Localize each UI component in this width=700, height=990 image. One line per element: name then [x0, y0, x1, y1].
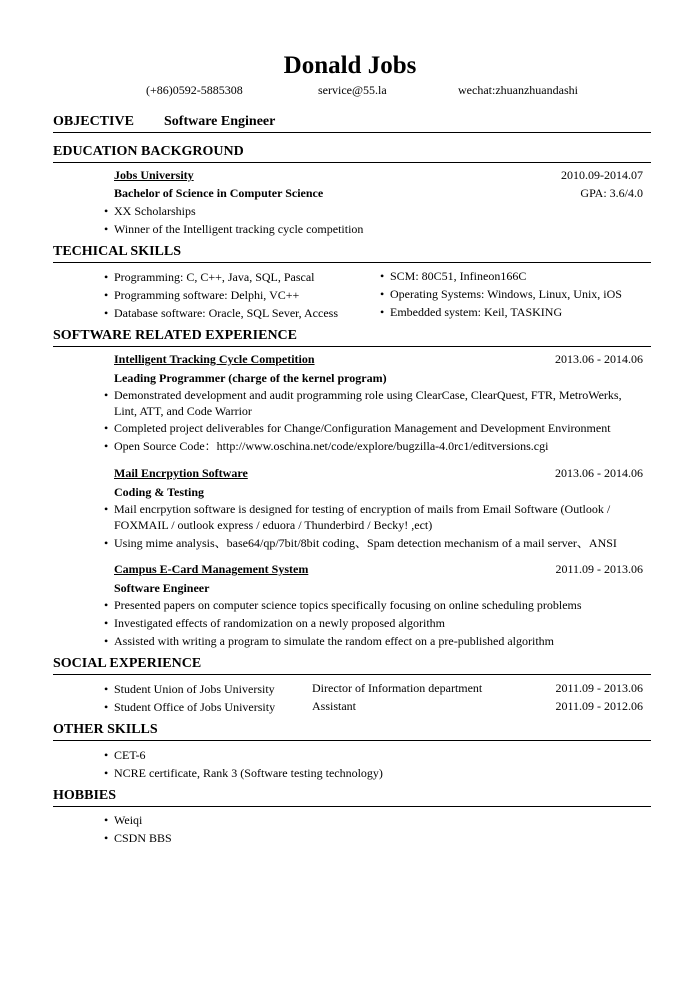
project-name: Intelligent Tracking Cycle Competition: [114, 352, 315, 366]
social-row: • Student Union of Jobs University: [104, 682, 275, 696]
social-row: • Student Office of Jobs University: [104, 700, 276, 714]
list-item: • Completed project deliverables for Change/Configuration Management and Development Environment: [104, 421, 611, 435]
list-item: • Investigated effects of randomization on a newly proposed algorithm: [104, 616, 446, 630]
section-social: [53, 656, 651, 675]
project-role: Coding & Testing: [114, 485, 205, 499]
email-address: service@55.la: [318, 83, 387, 97]
list-item: • Embedded system: Keil, TASKING: [380, 305, 563, 319]
bullet-icon: •: [104, 306, 109, 320]
list-item: • NCRE certificate, Rank 3 (Software testing technology): [104, 766, 383, 780]
project-dates: 2013.06 - 2014.06: [555, 466, 643, 480]
bullet-icon: •: [104, 682, 109, 696]
list-item: • Programming software: Delphi, VC++: [104, 288, 300, 302]
bullet-icon: •: [104, 536, 109, 550]
social-dates: 2011.09 - 2013.06: [555, 681, 643, 695]
wechat-id: wechat:zhuanzhuandashi: [458, 83, 578, 97]
gpa: GPA: 3.6/4.0: [580, 186, 643, 200]
social-role: Director of Information department: [312, 681, 483, 695]
objective-value: Software Engineer: [164, 114, 276, 129]
bullet-icon: •: [104, 748, 109, 762]
project-role: Leading Programmer (charge of the kernel program): [114, 371, 387, 385]
section-skills: [53, 244, 651, 263]
list-item: • CSDN BBS: [104, 831, 172, 845]
bullet-icon: •: [104, 421, 109, 435]
bullet-icon: •: [104, 700, 109, 714]
list-item: • XX Scholarships: [104, 204, 196, 218]
list-item: • Database software: Oracle, SQL Sever, Access: [104, 306, 338, 320]
bullet-icon: •: [104, 439, 109, 453]
degree: Bachelor of Science in Computer Science: [114, 186, 324, 200]
bullet-icon: •: [104, 204, 109, 218]
section-title: TECHICAL SKILLS: [53, 244, 181, 259]
social-role: Assistant: [312, 699, 357, 713]
project-dates: 2013.06 - 2014.06: [555, 352, 643, 366]
bullet-icon: •: [104, 766, 109, 780]
list-item: • Demonstrated development and audit programming role using ClearCase, ClearQuest, FTR, MetroWerks,: [104, 388, 622, 402]
list-item: • Assisted with writing a program to simulate the random effect on a pre-published algorithm: [104, 634, 555, 648]
section-hobbies: [53, 788, 651, 807]
bullet-icon: •: [104, 388, 109, 402]
section-title: EDUCATION BACKGROUND: [53, 144, 244, 159]
bullet-icon: •: [104, 288, 109, 302]
list-item: • Weiqi: [104, 813, 143, 827]
project-name: Mail Encrpytion Software: [114, 466, 248, 480]
project-role: Software Engineer: [114, 581, 210, 595]
list-item: • Programming: C, C++, Java, SQL, Pascal: [104, 270, 315, 284]
list-item-continuation: FOXMAIL / outlook express / eduora / Thunderbird / Becky! ,ect): [114, 518, 433, 532]
resume-name: Donald Jobs: [283, 52, 417, 79]
list-item: • Mail encrpytion software is designed for testing of encryption of mails from Email Software (Outlook /: [104, 502, 611, 516]
list-item: • Winner of the Intelligent tracking cycle competition: [104, 222, 364, 236]
bullet-icon: •: [380, 269, 385, 283]
section-title: SOFTWARE RELATED EXPERIENCE: [53, 328, 298, 343]
section-experience: [53, 328, 651, 347]
section-title: OTHER SKILLS: [53, 722, 158, 737]
objective-row: [53, 114, 651, 133]
education-dates: 2010.09-2014.07: [561, 168, 643, 182]
objective-label: OBJECTIVE: [53, 114, 134, 129]
bullet-icon: •: [104, 222, 109, 236]
list-item: • Open Source Code：http://www.oschina.net/code/explore/bugzilla-4.0rc1/editversions.cgi: [104, 439, 549, 453]
phone-number: (+86)0592-5885308: [146, 83, 243, 97]
project-dates: 2011.09 - 2013.06: [555, 562, 643, 576]
bullet-icon: •: [104, 502, 109, 516]
section-title: HOBBIES: [53, 788, 117, 803]
section-education: [53, 144, 651, 163]
school-name: Jobs University: [114, 168, 194, 182]
bullet-icon: •: [380, 287, 385, 301]
bullet-icon: •: [104, 634, 109, 648]
bullet-icon: •: [104, 598, 109, 612]
bullet-icon: •: [104, 270, 109, 284]
list-item-continuation: Lint, ATT, and Code Warrior: [114, 404, 252, 418]
bullet-icon: •: [104, 616, 109, 630]
section-other-skills: [53, 722, 651, 741]
list-item: • CET-6: [104, 748, 146, 762]
section-title: SOCIAL EXPERIENCE: [53, 656, 202, 671]
bullet-icon: •: [104, 831, 109, 845]
list-item: • Using mime analysis、base64/qp/7bit/8bit coding、Spam detection mechanism of a mail server、ANSI: [104, 536, 617, 550]
list-item: • SCM: 80C51, Infineon166C: [380, 269, 527, 283]
list-item: • Operating Systems: Windows, Linux, Unix, iOS: [380, 287, 622, 301]
bullet-icon: •: [104, 813, 109, 827]
social-dates: 2011.09 - 2012.06: [555, 699, 643, 713]
project-name: Campus E-Card Management System: [114, 562, 309, 576]
list-item: • Presented papers on computer science topics specifically focusing on online scheduling problems: [104, 598, 582, 612]
bullet-icon: •: [380, 305, 385, 319]
